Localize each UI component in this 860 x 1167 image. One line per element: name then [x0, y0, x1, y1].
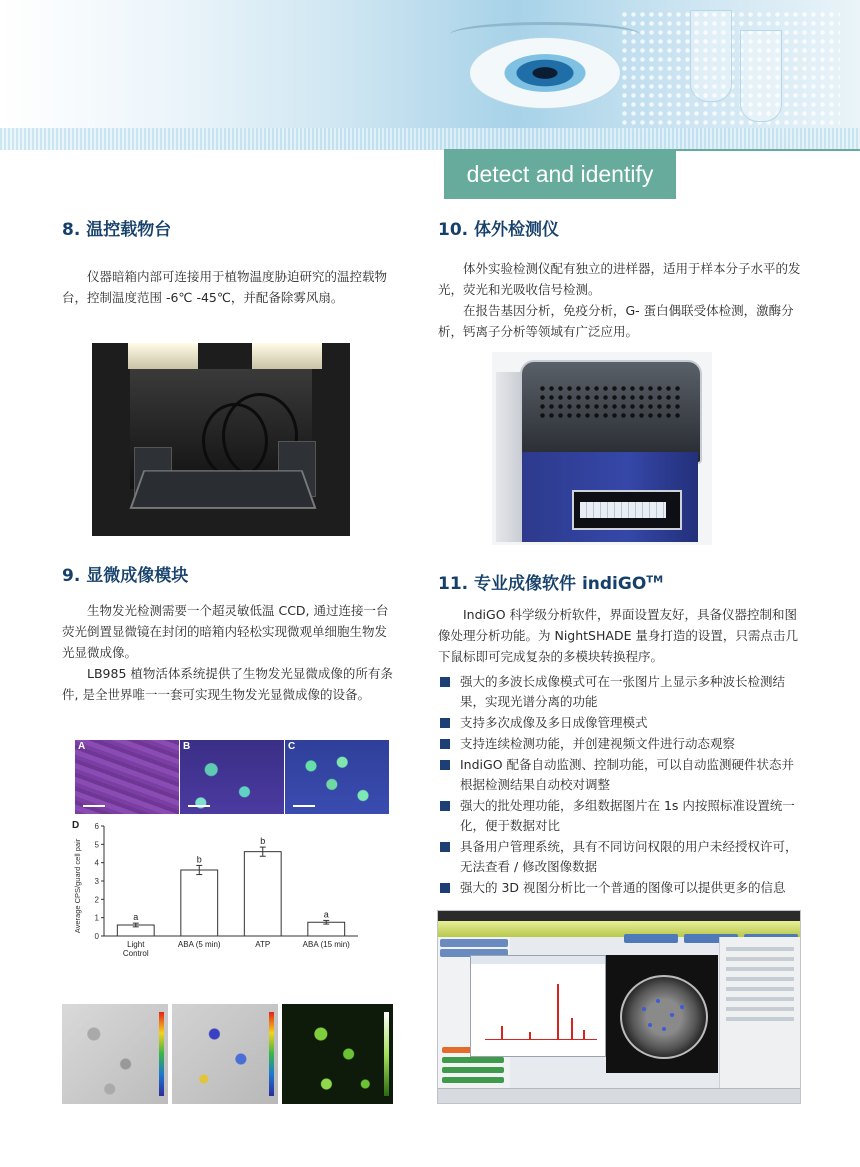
significance-label: b: [196, 854, 202, 865]
brightfield-micrograph: [62, 1004, 168, 1104]
section-9-paragraph: LB985 植物活体系统提供了生物发光显微成像的所有条件, 是全世界唯一一套可实现生物发光显微成像的设备。: [62, 666, 393, 702]
category-label: ABA (15 min): [302, 940, 350, 949]
instrument-hood: [520, 360, 702, 464]
header-banner: [0, 0, 860, 150]
panel-row: [726, 977, 794, 981]
panel-label: A: [78, 741, 86, 752]
stripe-decoration: [0, 128, 860, 150]
category-label: ABA (5 min): [177, 940, 221, 949]
y-tick-label: 4: [94, 858, 99, 868]
chamber-light: [128, 343, 198, 369]
feature-text: 支持连续检测功能，并创建视频文件进行动态观察: [460, 736, 736, 751]
feature-text: IndiGO 配备自动监测、控制功能，可以自动监测硬件状态并根据检测结果自动校对调整: [460, 757, 795, 792]
software-right-panel: [719, 937, 800, 1089]
color-scale-bar: [384, 1012, 389, 1096]
scale-bar: [188, 805, 210, 807]
feature-item: [438, 837, 804, 877]
microplate: [580, 502, 666, 518]
y-ticks: [95, 822, 104, 941]
micrograph-panel-b: [180, 740, 284, 814]
y-tick-label: 0: [94, 932, 99, 941]
image-canvas: [606, 955, 718, 1073]
panel-row: [726, 997, 794, 1001]
micrograph-panel-a: [75, 740, 179, 814]
panel-row: [726, 967, 794, 971]
instrument-vent: [538, 384, 684, 420]
feature-item: [438, 755, 804, 795]
bar: [181, 870, 218, 936]
panel-item: [442, 1067, 504, 1073]
temperature-stage-photo: [92, 343, 350, 536]
test-tube-decoration: [740, 30, 782, 122]
bullet-square-icon: [440, 718, 450, 728]
in-vitro-instrument-photo: [492, 352, 712, 545]
spectrum-plot-window: [470, 955, 606, 1057]
bars: [117, 836, 344, 936]
section-8-paragraph: 仪器暗箱内部可连接用于植物温度胁迫研究的温控载物台，控制温度范围 -6℃ -45℃，并配备除雾风扇。: [62, 269, 388, 305]
panel-row: [726, 947, 794, 951]
trademark: TM: [646, 574, 664, 586]
color-scale-bar: [269, 1012, 274, 1096]
panel-row: [726, 957, 794, 961]
panel-tab: [440, 939, 508, 947]
section-10-body: [438, 258, 804, 342]
panel-row: [726, 1017, 794, 1021]
feature-text: 强大的 3D 视图分析比一个普通的图像可以提供更多的信息: [460, 880, 786, 895]
feature-item: [438, 734, 804, 754]
panel-item: [442, 1057, 504, 1063]
scale-bar: [83, 805, 105, 807]
bullet-square-icon: [440, 739, 450, 749]
petri-dish-image: [620, 975, 708, 1059]
signal-spot: [670, 1013, 674, 1017]
section-11-title: [438, 569, 663, 594]
feature-item: [438, 672, 804, 712]
signal-spot: [662, 1027, 666, 1031]
y-tick-label: 5: [94, 840, 99, 850]
feature-item: [438, 796, 804, 836]
significance-label: b: [260, 836, 266, 847]
section-10-paragraph: 在报告基因分析，免疫分析，G- 蛋白偶联受体检测，激酶分析，钙离子分析等领域有广泛应用。: [438, 303, 794, 339]
feature-text: 强大的批处理功能，多组数据图片在 1s 内按照标准设置统一化，便于数据对比: [460, 798, 795, 833]
chamber-light: [252, 343, 322, 369]
section-9-title: 9. 显微成像模块: [62, 566, 189, 586]
section-9-body: [62, 600, 398, 705]
feature-text: 支持多次成像及多日成像管理模式: [460, 715, 648, 730]
spectrum-peak: [501, 1026, 503, 1040]
category-label: Light: [127, 940, 145, 949]
panel-row: [726, 1007, 794, 1011]
category-label: Control: [122, 949, 149, 958]
signal-spot: [680, 1005, 684, 1009]
signal-spot: [642, 1007, 646, 1011]
section-11-paragraph: IndiGO 科学级分析软件，界面设置友好，具备仪器控制和图像处理分析功能。为 NightSHADE 量身打造的设置，只需点击几下鼠标即可完成复杂的多模块转换程序。: [438, 607, 798, 664]
section-10-title: 10. 体外检测仪: [438, 220, 560, 240]
feature-item: [438, 878, 804, 898]
section-11-body: [438, 604, 804, 667]
stage-plate: [129, 470, 316, 509]
chart-axes: [104, 826, 358, 936]
y-tick-label: 1: [94, 913, 99, 923]
significance-label: a: [133, 912, 139, 923]
tag-rule: [676, 149, 860, 151]
micrograph-panel-c: [285, 740, 389, 814]
feature-list: [438, 672, 804, 899]
category-labels: [123, 940, 350, 958]
bar-chart: [66, 818, 366, 968]
spectrum-peak: [557, 984, 559, 1040]
eye-image: [470, 38, 620, 108]
y-axis-label: Average CPS/guard cell pair: [73, 838, 82, 934]
feature-item: [438, 713, 804, 733]
y-tick-label: 2: [94, 895, 99, 905]
section-8-body: [62, 266, 398, 308]
section-10-paragraph: 体外实验检测仪配有独立的进样器，适用于样本分子水平的发光，荧光和光吸收信号检测。: [438, 261, 801, 297]
section-9-paragraph: 生物发光检测需要一个超灵敏低温 CCD, 通过连接一台荧光倒置显微镜在封闭的暗箱内轻松实现微观单细胞生物发光显微成像。: [62, 603, 389, 660]
bullet-square-icon: [440, 677, 450, 687]
bullet-square-icon: [440, 842, 450, 852]
software-screenshot: [437, 910, 801, 1104]
category-label: ATP: [255, 940, 271, 949]
spectrum-peak: [583, 1030, 585, 1040]
panel-label: C: [288, 741, 296, 752]
feature-text: 强大的多波长成像模式可在一张图片上显示多种波长检测结果，实现光谱分离的功能: [460, 674, 786, 709]
section-8-title: 8. 温控载物台: [62, 220, 172, 240]
signal-spot: [656, 999, 660, 1003]
bullet-square-icon: [440, 760, 450, 770]
spectrum-peak: [529, 1032, 531, 1040]
fluorescence-micrograph: [282, 1004, 393, 1104]
section-11-title-text: 11. 专业成像软件 indiGO: [438, 574, 647, 594]
bullet-square-icon: [440, 883, 450, 893]
chart-panel-label: D: [72, 820, 80, 831]
y-tick-label: 3: [94, 877, 99, 886]
panel-label: B: [183, 741, 191, 752]
panel-item: [442, 1077, 504, 1083]
feature-text: 具备用户管理系统，具有不同访问权限的用户未经授权许可，无法查看 / 修改图像数据: [460, 839, 798, 874]
software-statusbar: [438, 1088, 800, 1103]
y-tick-label: 6: [94, 822, 99, 831]
signal-spot: [648, 1023, 652, 1027]
test-tube-decoration: [690, 10, 732, 102]
significance-label: a: [323, 909, 329, 920]
pseudocolor-micrograph: [172, 1004, 278, 1104]
software-titlebar: [438, 911, 800, 921]
ribbon-button: [624, 934, 678, 943]
bar: [244, 852, 281, 936]
bullet-square-icon: [440, 801, 450, 811]
software-ribbon: [438, 921, 800, 937]
scale-bar: [293, 805, 315, 807]
section-tag: detect and identify: [444, 149, 676, 199]
spectrum-peak: [571, 1018, 573, 1040]
plot-window-titlebar: [471, 956, 605, 964]
color-scale-bar: [159, 1012, 164, 1096]
panel-row: [726, 987, 794, 991]
